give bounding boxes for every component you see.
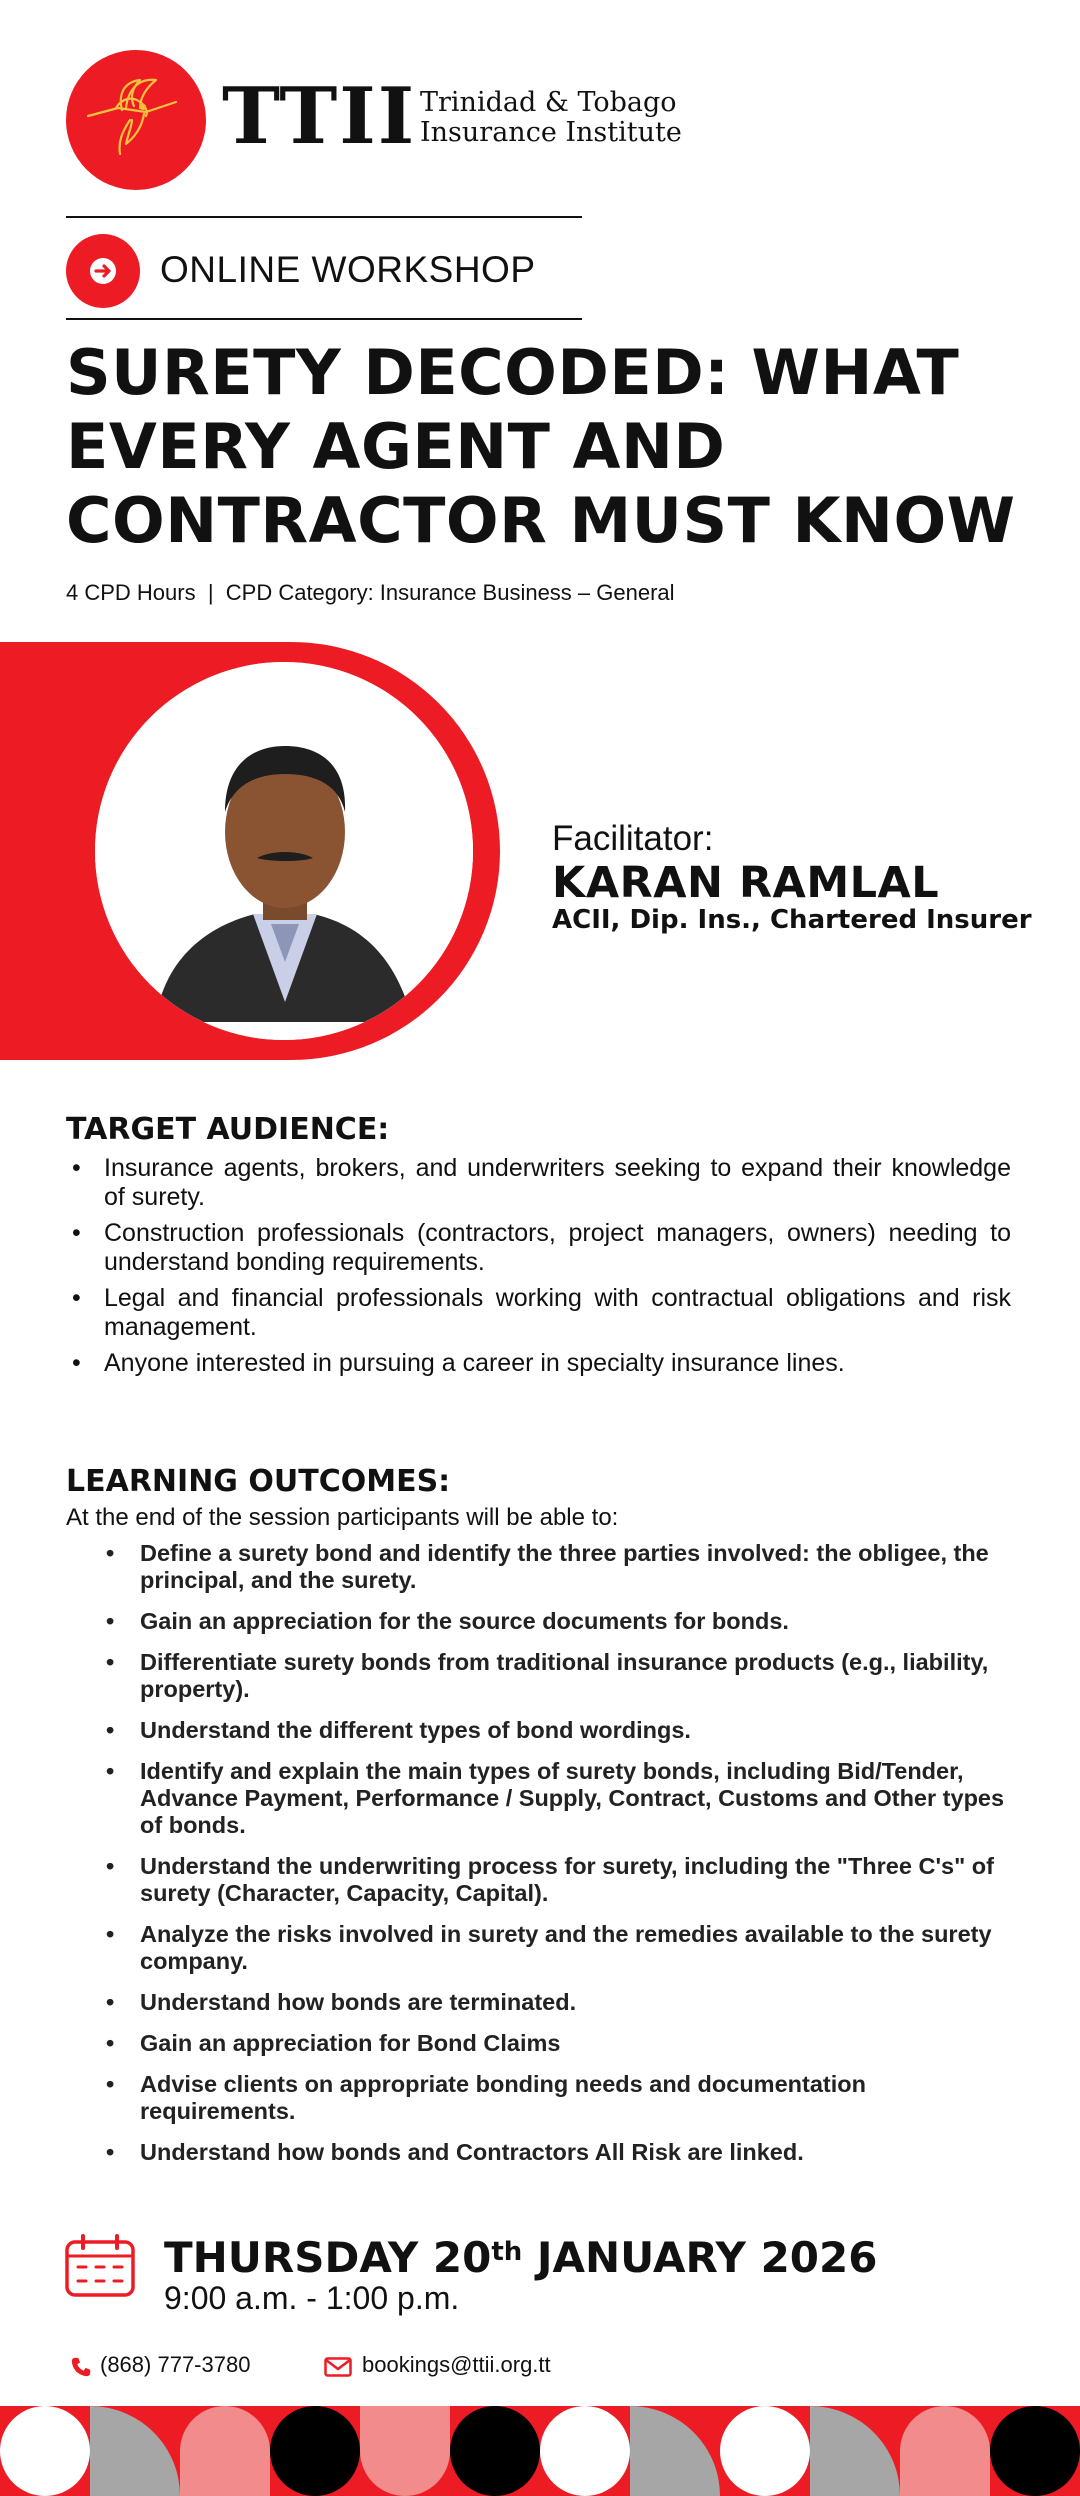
list-item: • Legal and financial professionals working with contractual obligations and risk management. [66, 1284, 1011, 1342]
title-line-2: EVERY AGENT AND [66, 410, 726, 483]
facilitator-photo [95, 662, 473, 1040]
event-month-year: JANUARY 2026 [522, 2233, 878, 2282]
target-audience-list [66, 1154, 1011, 1385]
divider-bottom [66, 318, 582, 320]
list-item: • Analyze the risks involved in surety and the remedies available to the surety company. [102, 1921, 1012, 1975]
arrow-right-icon [66, 234, 140, 308]
learning-outcomes-list [102, 1540, 1012, 2180]
decorative-pattern [0, 2406, 1080, 2496]
learning-outcomes-heading: LEARNING OUTCOMES: [66, 1464, 451, 1499]
workshop-label: ONLINE WORKSHOP [160, 249, 536, 290]
list-item: • Identify and explain the main types of surety bonds, including Bid/Tender, Advance Payment, Performance / Supply, Contract, Customs and Other types of bonds. [102, 1758, 1012, 1839]
list-item: • Gain an appreciation for the source documents for bonds. [102, 1608, 1012, 1635]
list-item: • Understand the different types of bond wordings. [102, 1717, 1012, 1744]
facilitator-credentials: ACII, Dip. Ins., Chartered Insurer [552, 905, 1032, 935]
list-item: • Define a surety bond and identify the three parties involved: the obligee, the principal, and the surety. [102, 1540, 1012, 1594]
list-item: • Insurance agents, brokers, and underwriters seeking to expand their knowledge of surety. [66, 1154, 1011, 1212]
list-item: • Advise clients on appropriate bonding needs and documentation requirements. [102, 2071, 1012, 2125]
org-name [420, 88, 682, 148]
event-time: 9:00 a.m. - 1:00 p.m. [164, 2280, 460, 2316]
list-item: • Understand the underwriting process for surety, including the "Three C's" of surety (Character, Capacity, Capital). [102, 1853, 1012, 1907]
envelope-icon [324, 2357, 352, 2382]
calendar-icon [64, 2234, 136, 2303]
contact-email[interactable]: bookings@ttii.org.tt [362, 2352, 551, 2377]
org-name-line2: Insurance Institute [420, 117, 682, 148]
title-line-1: SURETY DECODED: WHAT [66, 336, 960, 409]
logo-wordmark: TTII [222, 71, 417, 162]
event-day-suffix: th [491, 2237, 523, 2267]
title-line-3: CONTRACTOR MUST KNOW [66, 484, 1016, 557]
list-item: • Construction professionals (contractors, project managers, owners) needing to understand bonding requirements. [66, 1219, 1011, 1277]
org-name-line1: Trinidad & Tobago [420, 87, 677, 118]
event-day: THURSDAY 20 [164, 2233, 492, 2282]
facilitator-name: KARAN RAMLAL [552, 858, 940, 908]
contact-phone[interactable]: (868) 777-3780 [100, 2352, 251, 2377]
workshop-badge [66, 234, 140, 308]
list-item: • Understand how bonds are terminated. [102, 1989, 1012, 2016]
list-item: • Anyone interested in pursuing a career in specialty insurance lines. [66, 1349, 1011, 1378]
list-item: • Gain an appreciation for Bond Claims [102, 2030, 1012, 2057]
facilitator-label: Facilitator: [552, 819, 714, 858]
logo-circle [66, 50, 206, 190]
page-title [66, 336, 1046, 558]
target-audience-heading: TARGET AUDIENCE: [66, 1112, 390, 1147]
hummingbird-icon [66, 50, 206, 190]
cpd-info: 4 CPD Hours | CPD Category: Insurance Business – General [66, 580, 675, 605]
learning-outcomes-intro: At the end of the session participants will be able to: [66, 1504, 619, 1531]
list-item: • Understand how bonds and Contractors All Risk are linked. [102, 2139, 1012, 2166]
person-portrait-icon [95, 662, 473, 1040]
phone-icon [70, 2356, 92, 2383]
divider-top [66, 216, 582, 218]
list-item: • Differentiate surety bonds from traditional insurance products (e.g., liability, property). [102, 1649, 1012, 1703]
